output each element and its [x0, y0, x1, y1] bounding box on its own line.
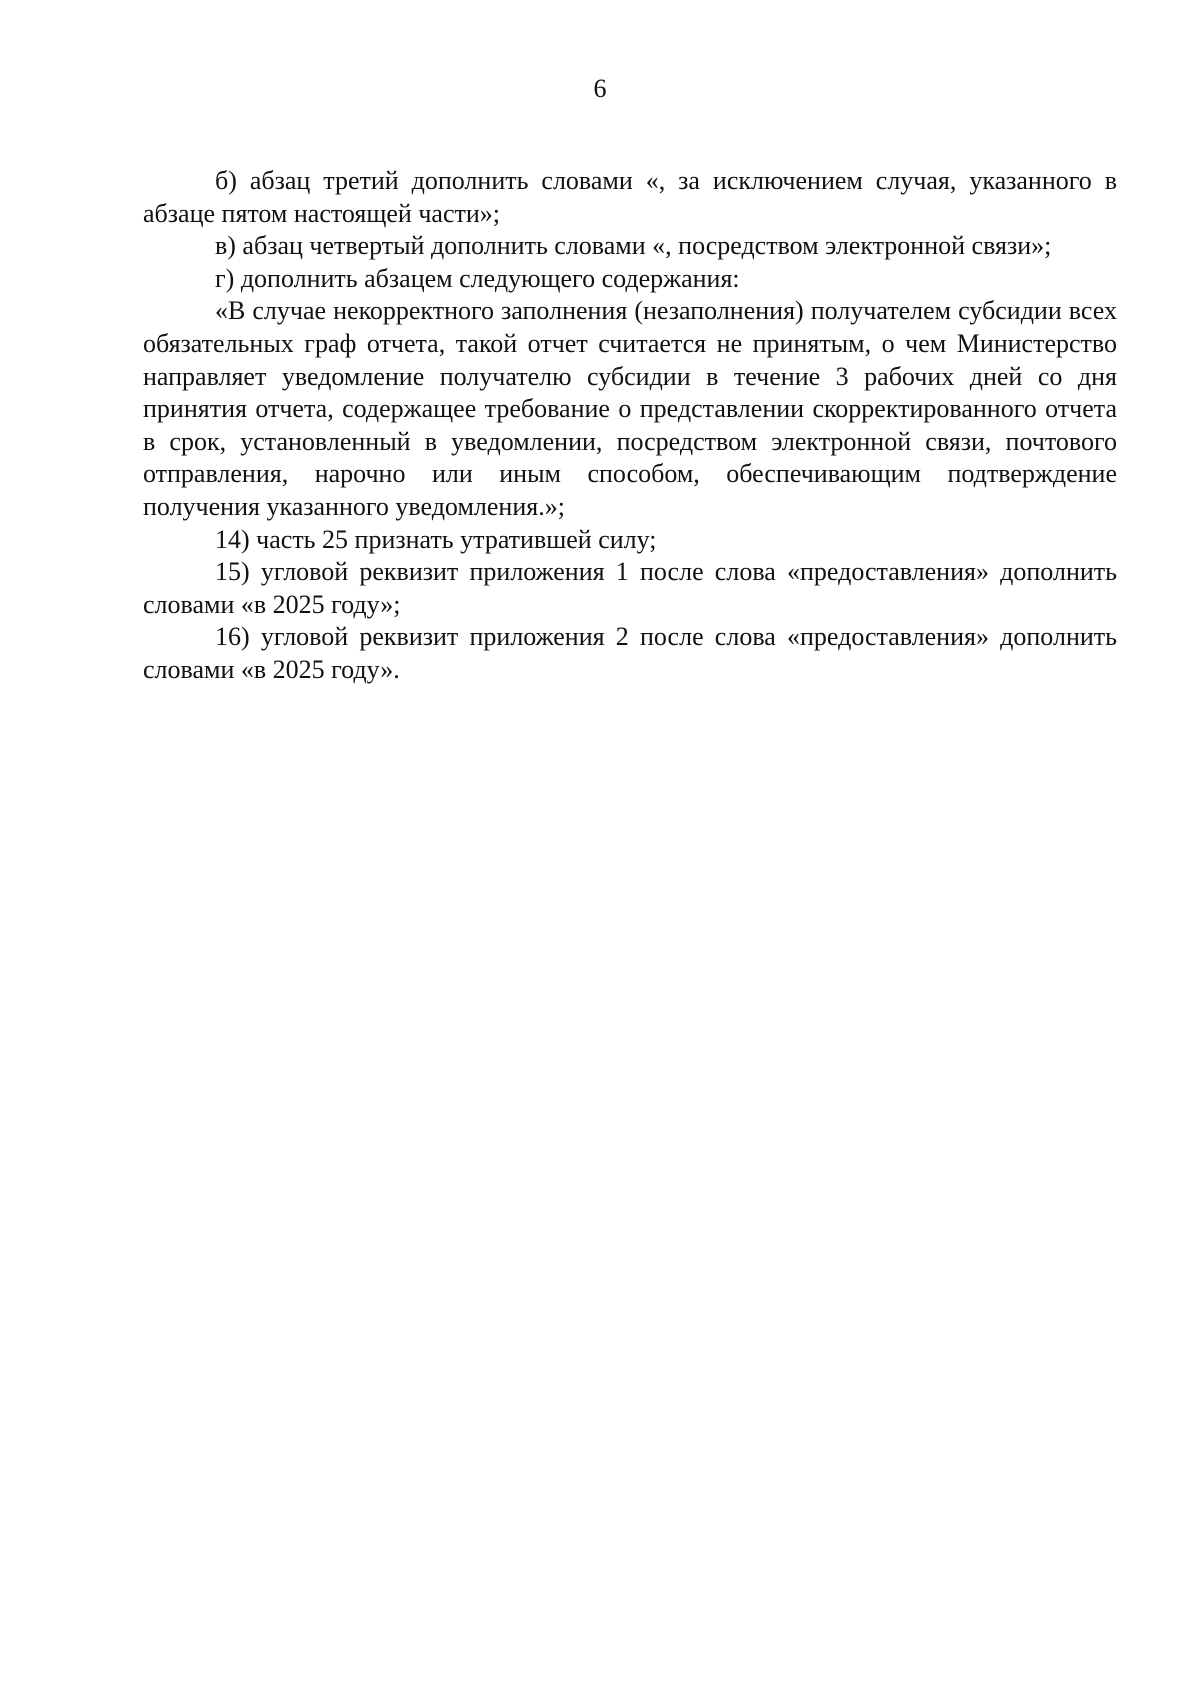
paragraph-15: 15) угловой реквизит приложения 1 после слова «предоставления» дополнить словами «в 2025 году»; — [143, 557, 1117, 619]
page-number: 6 — [593, 74, 607, 103]
paragraph-16: 16) угловой реквизит приложения 2 после слова «предоставления» дополнить словами «в 2025 году». — [143, 622, 1117, 684]
paragraph-v: в) абзац четвертый дополнить словами «, посредством электронной связи»; — [215, 231, 1052, 261]
paragraph-quoted-addition: «В случае некорректного заполнения (незаполнения) получателем субсидии всех обязательных граф отчета, такой отчет считается не принятым, о чем Министерство направляет уведомление получателю субсидии в течение 3 рабочих дней со дня принятия отчета, содержащее требование о представлении скорректированного отчета в срок, установленный в уведомлении, посредством электронной связи, почтового отправления, нарочно или иным способом, обеспечивающим подтверждение получения указанного уведомления.»; — [143, 296, 1117, 521]
paragraph-g: г) дополнить абзацем следующего содержания: — [215, 263, 740, 293]
document-body — [143, 165, 1117, 687]
paragraph-14: 14) часть 25 признать утратившей силу; — [215, 524, 657, 554]
paragraph-b: б) абзац третий дополнить словами «, за исключением случая, указанного в абзаце пятом настоящей части»; — [143, 166, 1117, 228]
